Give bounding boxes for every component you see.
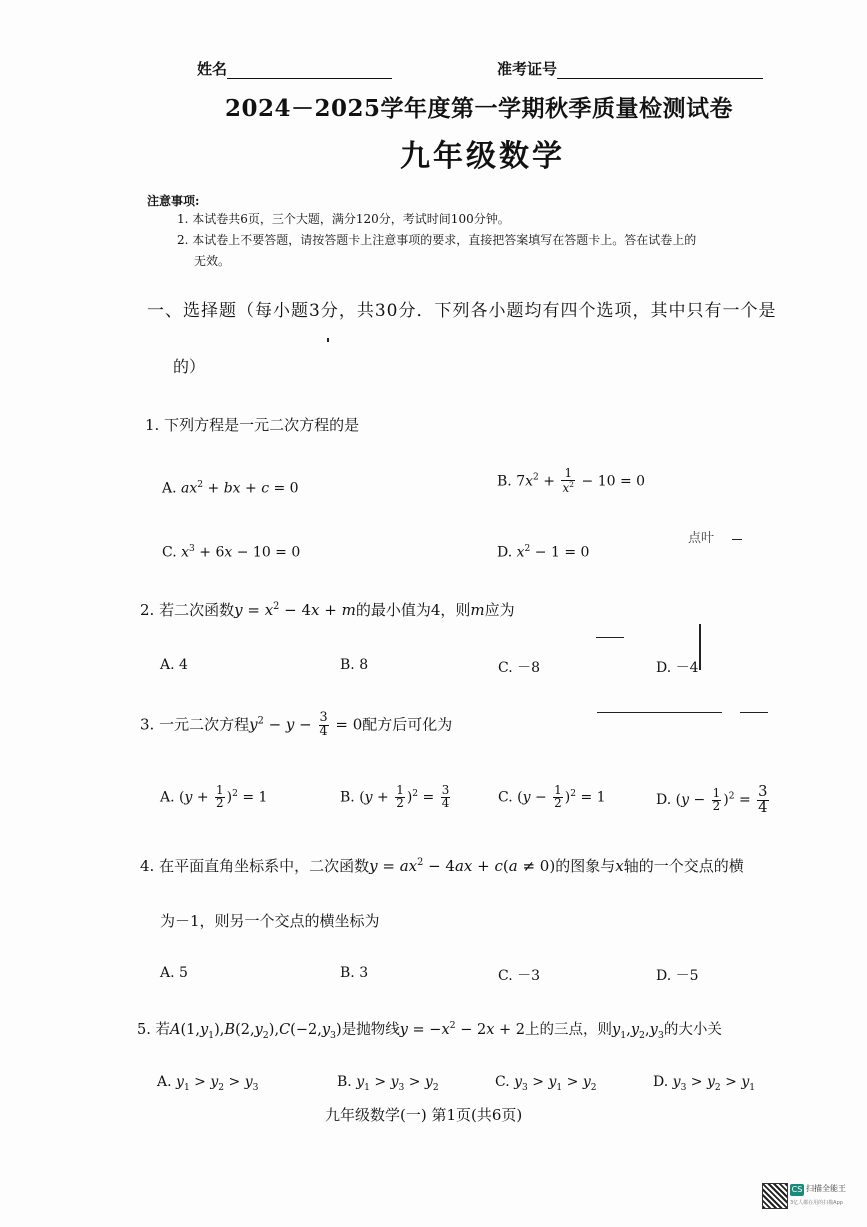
question-5-option-a[interactable]: A. $y_1 > y_2 > y_3$ <box>157 1074 259 1093</box>
exam-number-blank-line[interactable] <box>557 60 763 79</box>
name-blank-line[interactable] <box>227 60 392 79</box>
question-3-option-b[interactable]: B. (y + $\frac{1}{2}$ )$^2$ = $\frac{3}{4}$ <box>340 783 450 810</box>
question-3-option-a[interactable]: A. (y + $\frac{1}{2}$ )$^2$ = 1 <box>160 783 268 810</box>
question-1-option-d[interactable]: D. $x^2 - 1 = 0$ <box>497 544 590 561</box>
question-5-stem: 5. 若$A(1,y_1),B(2,y_2),C(-2,y_3)$是抛物线$y = -x^2 - 2x + 2$上的三点，则$y_1,y_2,y_3$的大小关 <box>137 1020 722 1041</box>
exam-title: 2024－2025学年度第一学期秋季质量检测试卷 <box>225 95 734 122</box>
stray-mark-underline-1 <box>597 712 722 713</box>
scanner-tagline: 3亿人都在用的扫描App <box>790 1200 843 1206</box>
scanner-logo-icon: CS <box>791 1185 803 1194</box>
section-heading-cont: 的） <box>173 357 206 376</box>
stray-mark-line <box>596 637 624 638</box>
question-4-option-a[interactable]: A. 5 <box>160 965 188 981</box>
question-4-option-c[interactable]: C. －3 <box>498 968 541 984</box>
qr-code-icon <box>762 1183 788 1209</box>
question-5-option-b[interactable]: B. $y_1 > y_3 > y_2$ <box>337 1074 439 1093</box>
stray-mark-text: 点叶 <box>688 531 715 546</box>
question-1-option-b[interactable]: B. $7x^2$ + $\frac{1}{x^2}$ − 10 = 0 <box>497 466 646 495</box>
stray-mark-underline-2 <box>740 712 768 713</box>
question-3-option-c[interactable]: C. (y − $\frac{1}{2}$ )$^2$ = 1 <box>498 783 606 810</box>
stray-mark-dot <box>327 338 329 342</box>
question-1-stem: 1. 下列方程是一元二次方程的是 <box>145 416 360 434</box>
question-2-option-b[interactable]: B. 8 <box>340 657 369 673</box>
notice-item-1: 1. 本试卷共6页，三个大题，满分120分，考试时间100分钟。 <box>177 212 510 226</box>
question-1-option-a[interactable]: A. $ax^2$ + bx + c = 0 <box>162 480 299 497</box>
question-4-stem: 4. 在平面直角坐标系中，二次函数$y = ax^2 - 4ax + c(a \ne 0)$的图象与x轴的一个交点的横 <box>140 857 744 875</box>
notice-item-2-cont: 无效。 <box>194 254 231 268</box>
question-2-option-a[interactable]: A. 4 <box>160 657 188 673</box>
question-4-stem-line2: 为－1，则另一个交点的横坐标为 <box>160 912 380 930</box>
name-label: 姓名 <box>197 58 392 79</box>
notice-item-2: 2. 本试卷上不要答题，请按答题卡上注意事项的要求，直接把答案填写在答题卡上。答在试卷上的 <box>177 233 697 247</box>
section-heading: 一、选择题（每小题3分，共30分．下列各小题均有四个选项，其中只有一个是 <box>147 301 777 321</box>
subject-title: 九年级数学 <box>400 139 565 174</box>
question-5-option-d[interactable]: D. $y_3 > y_2 > y_1$ <box>653 1074 756 1093</box>
question-2-stem: 2. 若二次函数$y = x^2 - 4x + m$的最小值为4，则m应为 <box>140 601 515 619</box>
notice-heading: 注意事项: <box>147 194 200 208</box>
scanner-brand: 扫描全能王 <box>806 1184 846 1193</box>
question-4-option-d[interactable]: D. －5 <box>656 968 699 984</box>
page-footer: 九年级数学(一) 第1页(共6页) <box>325 1106 523 1124</box>
question-5-option-c[interactable]: C. $y_3 > y_1 > y_2$ <box>495 1074 597 1093</box>
question-2-option-c[interactable]: C. －8 <box>498 660 541 676</box>
question-4-option-b[interactable]: B. 3 <box>340 965 369 981</box>
question-3-option-d[interactable]: D. (y − $\frac{1}{2}$ )$^2$ = $\frac{3}{4}$ <box>656 783 768 816</box>
exam-number-label: 准考证号 <box>497 58 763 79</box>
stray-mark-dash <box>732 539 742 540</box>
question-3-stem: 3. 一元二次方程$y^2 - y$ − $\frac{3}{4}$ = 0配方后可化为 <box>140 710 453 739</box>
question-1-option-c[interactable]: C. $x^3 + 6x - 10 = 0$ <box>162 544 301 561</box>
stray-mark-vertical <box>699 624 701 670</box>
question-2-option-d[interactable]: D. －4 <box>656 660 699 676</box>
